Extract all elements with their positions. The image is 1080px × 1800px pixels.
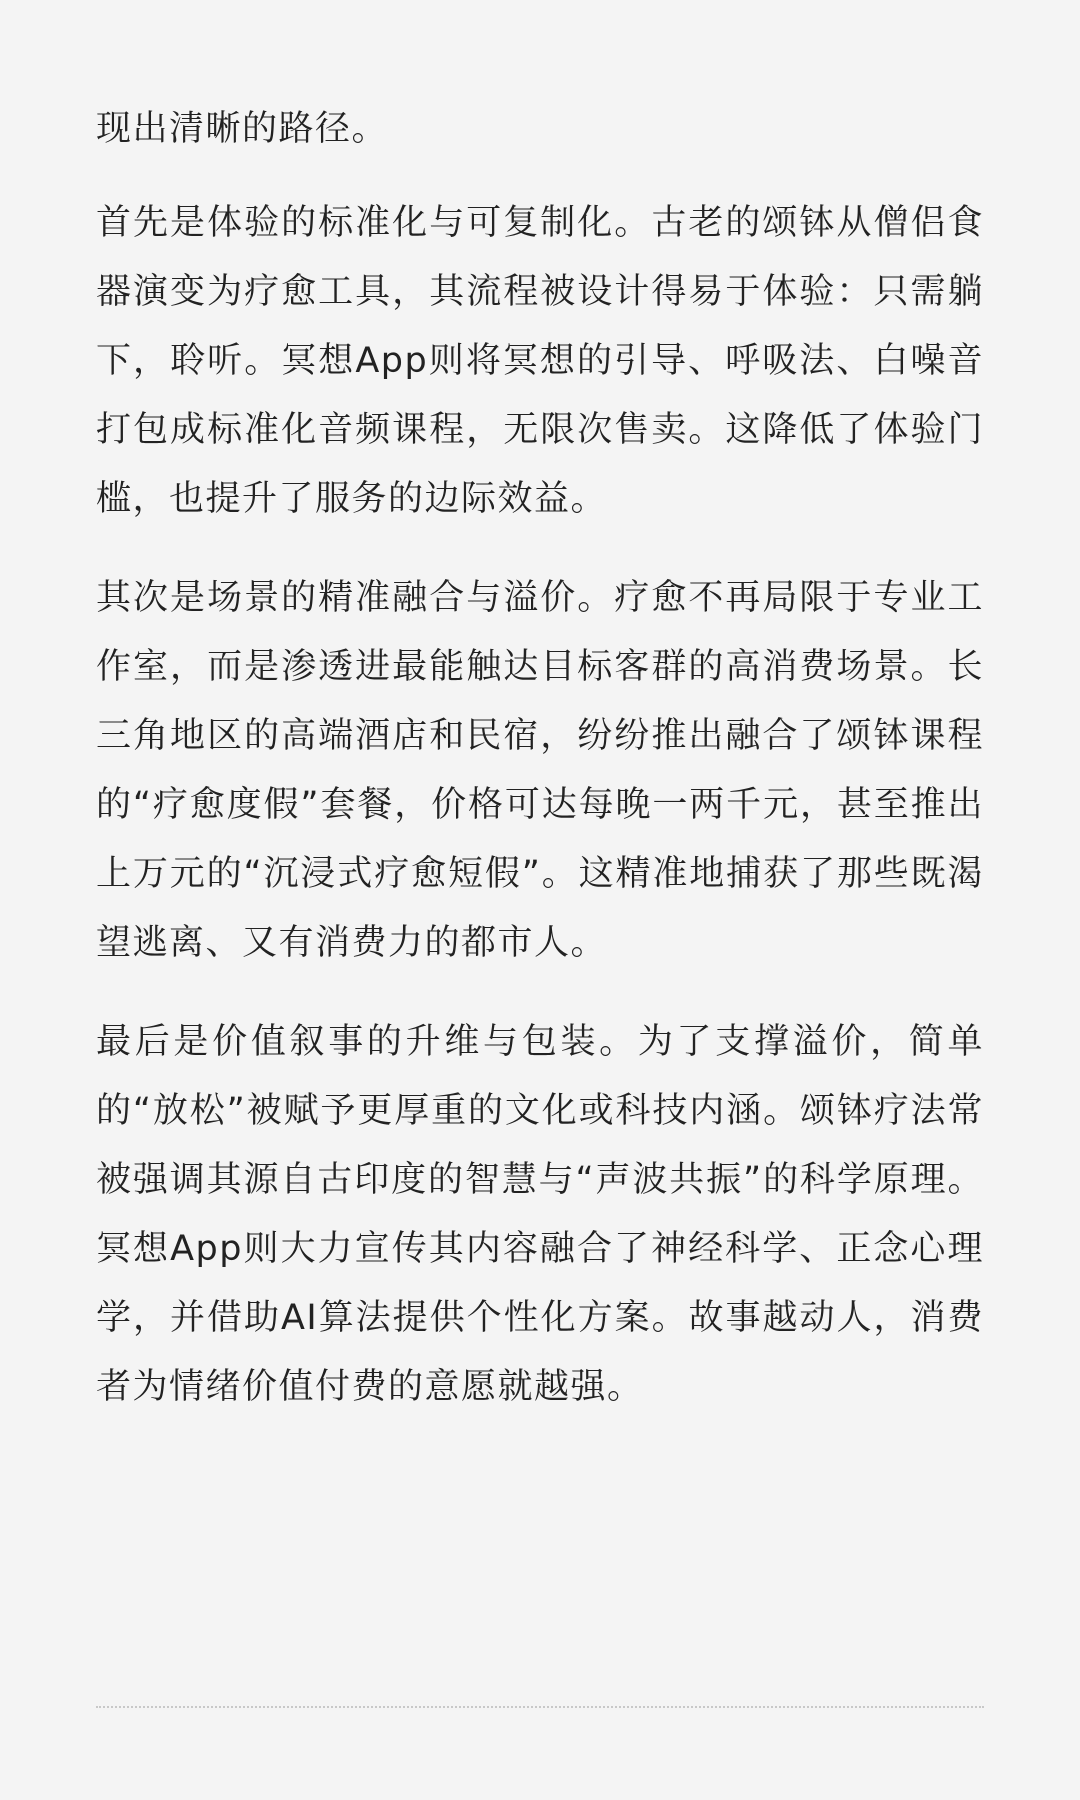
paragraph-1: 现出清晰的路径。 <box>96 109 389 149</box>
article-body <box>96 95 984 1452</box>
paragraph-3: 其次是场景的精准融合与溢价。疗愈不再局限于专业工作室，而是渗透进最能触达目标客群的高消费场景。长三角地区的高端酒店和民宿，纷纷推出融合了颂钵课程的“疗愈度假”套餐，价格可达每晚一两千元，甚至推出上万元的“沉浸式疗愈短假”。这精准地捕获了那些既渴望逃离、又有消费力的都市人。 <box>96 578 984 963</box>
dotted-divider <box>96 1706 984 1708</box>
paragraph-2: 首先是体验的标准化与可复制化。古老的颂钵从僧侣食器演变为疗愈工具，其流程被设计得易于体验：只需躺下，聆听。冥想App则将冥想的引导、呼吸法、白噪音打包成标准化音频课程，无限次售卖。这降低了体验门槛，也提升了服务的边际效益。 <box>96 203 984 519</box>
paragraph-4: 最后是价值叙事的升维与包装。为了支撑溢价，简单的“放松”被赋予更厚重的文化或科技内涵。颂钵疗法常被强调其源自古印度的智慧与“声波共振”的科学原理。冥想App则大力宣传其内容融合了神经科学、正念心理学，并借助AI算法提供个性化方案。故事越动人，消费者为情绪价值付费的意愿就越强。 <box>96 1022 984 1407</box>
